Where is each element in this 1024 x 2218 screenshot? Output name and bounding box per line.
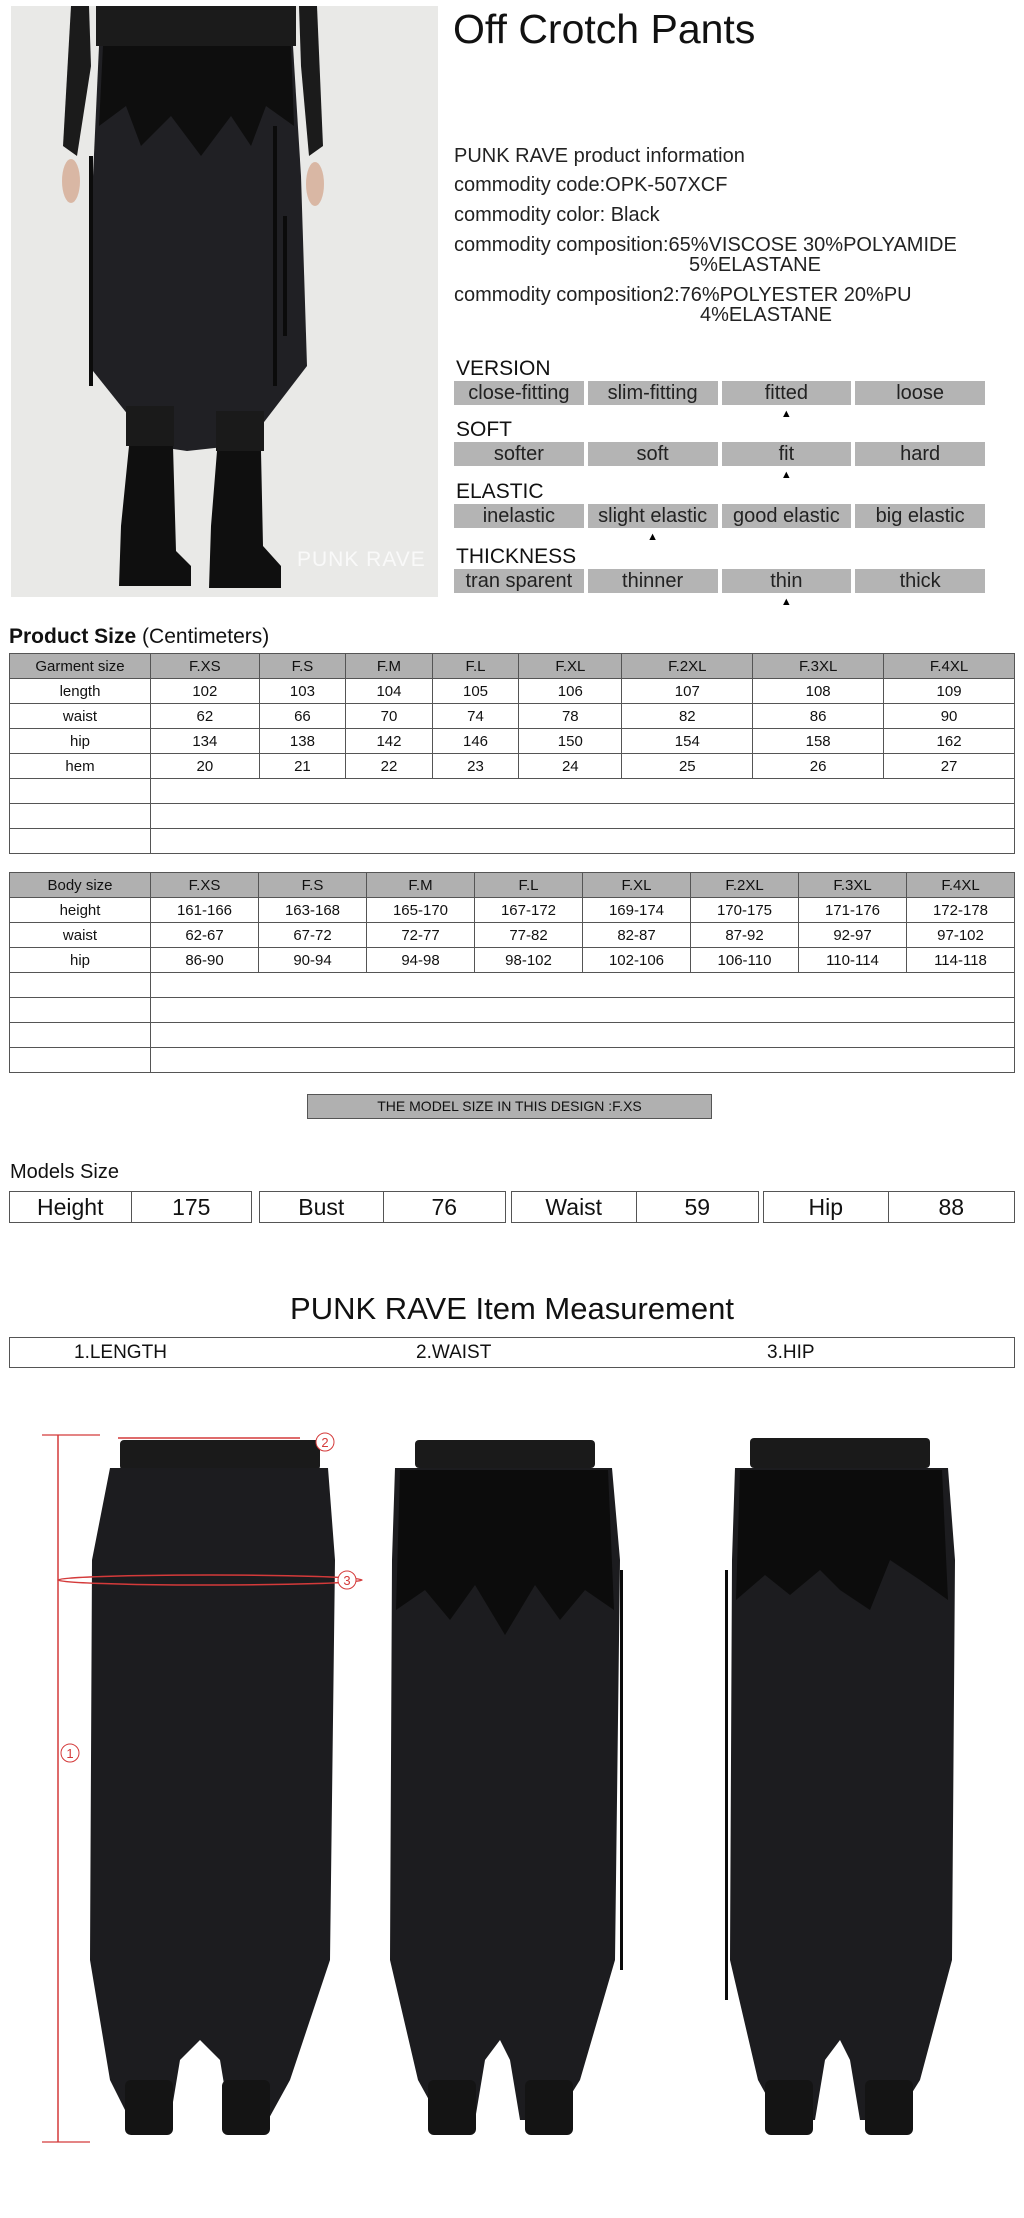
table-cell: 103 xyxy=(259,679,346,704)
header-cell: F.XS xyxy=(151,654,260,679)
empty-cell xyxy=(10,1048,151,1073)
commodity-color xyxy=(454,204,660,227)
empty-cell xyxy=(10,779,151,804)
empty-cell xyxy=(151,779,1015,804)
table-cell: 170-175 xyxy=(691,898,799,923)
brand-line: PUNK RAVE product information xyxy=(454,145,745,167)
row-label: height xyxy=(10,898,151,923)
attr-option xyxy=(855,381,985,405)
header-cell: F.XL xyxy=(519,654,622,679)
model-waist-label: Waist xyxy=(512,1192,637,1222)
table-cell: 72-77 xyxy=(367,923,475,948)
attr-soft-bar xyxy=(454,442,985,481)
attr-version-bar xyxy=(454,381,985,420)
table-cell: 102 xyxy=(151,679,260,704)
empty-row xyxy=(10,1048,1015,1073)
attr-soft-label: SOFT xyxy=(456,418,512,441)
table-cell: 70 xyxy=(346,704,433,729)
attr-option-label: loose xyxy=(896,382,945,404)
table-header-row xyxy=(10,873,1015,898)
row-label: length xyxy=(10,679,151,704)
table-cell: 90-94 xyxy=(259,948,367,973)
model-height-label: Height xyxy=(10,1192,132,1222)
table-cell: 108 xyxy=(753,679,884,704)
header-cell: F.3XL xyxy=(799,873,907,898)
table-cell: 138 xyxy=(259,729,346,754)
table-cell: 98-102 xyxy=(475,948,583,973)
table-cell: 167-172 xyxy=(475,898,583,923)
empty-row xyxy=(10,998,1015,1023)
table-cell: 67-72 xyxy=(259,923,367,948)
table-row xyxy=(10,679,1015,704)
attr-option-label: soft xyxy=(636,443,669,465)
header-cell: F.S xyxy=(259,654,346,679)
table-row xyxy=(10,898,1015,923)
row-label: hem xyxy=(10,754,151,779)
attr-option-label: fitted xyxy=(764,382,809,404)
empty-cell xyxy=(151,804,1015,829)
table-cell: 77-82 xyxy=(475,923,583,948)
model-hip-value: 88 xyxy=(938,1194,965,1220)
attr-option xyxy=(855,442,985,466)
attr-option-label: close-fitting xyxy=(468,382,570,404)
model-bust xyxy=(259,1191,506,1223)
selected-marker-icon: ▲ xyxy=(780,596,792,608)
header-cell: F.M xyxy=(346,654,433,679)
table-row xyxy=(10,948,1015,973)
product-title: Off Crotch Pants xyxy=(453,6,756,52)
legend-waist: 2.WAIST xyxy=(416,1342,492,1363)
marker-2: 2 xyxy=(321,1435,329,1450)
watermark: PUNK RAVE xyxy=(297,548,426,571)
table-cell: 82 xyxy=(622,704,753,729)
empty-cell xyxy=(151,998,1015,1023)
header-cell: F.S xyxy=(259,873,367,898)
table-cell: 25 xyxy=(622,754,753,779)
attr-option-label: softer xyxy=(493,443,544,465)
model-size-note: THE MODEL SIZE IN THIS DESIGN :F.XS xyxy=(307,1094,712,1119)
empty-cell xyxy=(151,973,1015,998)
header-cell: F.L xyxy=(432,654,519,679)
model-hip xyxy=(763,1191,1015,1223)
selected-marker-icon: ▲ xyxy=(780,408,792,420)
table-cell: 78 xyxy=(519,704,622,729)
attr-thickness-bar xyxy=(454,569,985,608)
attr-option-label: good elastic xyxy=(733,505,840,527)
attr-option-label: inelastic xyxy=(482,505,555,527)
empty-cell xyxy=(10,829,151,854)
legend-hip: 3.HIP xyxy=(767,1342,815,1363)
selected-marker-icon: ▲ xyxy=(647,531,659,543)
table-cell: 22 xyxy=(346,754,433,779)
table-cell: 161-166 xyxy=(151,898,259,923)
attr-option xyxy=(588,381,718,405)
empty-row xyxy=(10,1023,1015,1048)
attr-option xyxy=(454,442,584,466)
attr-option xyxy=(588,569,718,593)
attr-option-label: tran sparent xyxy=(465,570,573,592)
table-cell: 109 xyxy=(884,679,1015,704)
table-cell: 154 xyxy=(622,729,753,754)
composition2-line-1: 76%POLYESTER 20%PU xyxy=(679,284,912,306)
table-cell: 102-106 xyxy=(583,948,691,973)
measurement-diagram xyxy=(30,1420,1010,2180)
legend-length: 1.LENGTH xyxy=(74,1342,167,1363)
attr-option-label: hard xyxy=(900,443,941,465)
table-cell: 21 xyxy=(259,754,346,779)
model-hip-label: Hip xyxy=(764,1192,889,1222)
table-row xyxy=(10,923,1015,948)
table-cell: 23 xyxy=(432,754,519,779)
table-cell: 172-178 xyxy=(907,898,1015,923)
table-cell: 114-118 xyxy=(907,948,1015,973)
table-cell: 163-168 xyxy=(259,898,367,923)
model-height-value: 175 xyxy=(172,1194,211,1220)
table-cell: 87-92 xyxy=(691,923,799,948)
table-cell: 106 xyxy=(519,679,622,704)
header-cell: Garment size xyxy=(10,654,151,679)
model-waist-value: 59 xyxy=(684,1194,711,1220)
row-label: waist xyxy=(10,923,151,948)
table-cell: 66 xyxy=(259,704,346,729)
table-cell: 20 xyxy=(151,754,260,779)
model-waist xyxy=(511,1191,759,1223)
table-cell: 146 xyxy=(432,729,519,754)
row-label: hip xyxy=(10,729,151,754)
header-cell: F.2XL xyxy=(691,873,799,898)
attr-option xyxy=(722,442,852,481)
attr-option xyxy=(855,569,985,593)
empty-cell xyxy=(10,804,151,829)
empty-cell xyxy=(10,998,151,1023)
table-cell: 27 xyxy=(884,754,1015,779)
composition-line-1: 65%VISCOSE 30%POLYAMIDE xyxy=(668,234,957,256)
header-cell: F.XS xyxy=(151,873,259,898)
empty-cell xyxy=(10,973,151,998)
attr-option xyxy=(454,381,584,405)
table-cell: 171-176 xyxy=(799,898,907,923)
marker-3: 3 xyxy=(343,1573,351,1588)
table-cell: 134 xyxy=(151,729,260,754)
attr-option-label: slight elastic xyxy=(598,505,708,527)
empty-row xyxy=(10,779,1015,804)
empty-cell xyxy=(151,829,1015,854)
marker-1: 1 xyxy=(66,1746,74,1761)
empty-cell xyxy=(151,1048,1015,1073)
attr-version-label: VERSION xyxy=(456,357,551,380)
empty-row xyxy=(10,973,1015,998)
table-cell: 165-170 xyxy=(367,898,475,923)
product-size-unit: (Centimeters) xyxy=(142,625,270,648)
body-size-table xyxy=(9,872,1015,1073)
table-row xyxy=(10,754,1015,779)
table-cell: 74 xyxy=(432,704,519,729)
attr-option xyxy=(722,381,852,420)
header-cell: F.4XL xyxy=(907,873,1015,898)
commodity-composition-2 xyxy=(454,284,912,307)
table-row xyxy=(10,704,1015,729)
measurement-legend xyxy=(9,1337,1015,1368)
models-size-title: Models Size xyxy=(10,1161,119,1183)
header-cell: F.3XL xyxy=(753,654,884,679)
attr-option-label: thin xyxy=(770,570,803,592)
table-cell: 92-97 xyxy=(799,923,907,948)
attr-option-label: fit xyxy=(778,443,795,465)
table-cell: 62-67 xyxy=(151,923,259,948)
table-cell: 90 xyxy=(884,704,1015,729)
table-cell: 107 xyxy=(622,679,753,704)
empty-cell xyxy=(151,1023,1015,1048)
attr-option xyxy=(454,569,584,593)
attr-option-label: thinner xyxy=(622,570,684,592)
attr-option xyxy=(588,504,718,543)
attr-option xyxy=(454,504,584,528)
attr-elastic-bar xyxy=(454,504,985,543)
attr-option-label: thick xyxy=(899,570,941,592)
header-cell: F.M xyxy=(367,873,475,898)
composition-label: commodity composition: xyxy=(454,234,669,256)
table-cell: 105 xyxy=(432,679,519,704)
header-cell: Body size xyxy=(10,873,151,898)
front-yoke-view-pants xyxy=(390,1440,623,2135)
model-height xyxy=(9,1191,252,1223)
header-cell: F.4XL xyxy=(884,654,1015,679)
table-cell: 142 xyxy=(346,729,433,754)
attr-option-label: big elastic xyxy=(875,505,965,527)
composition2-line-2: 4%ELASTANE xyxy=(700,304,832,326)
table-cell: 110-114 xyxy=(799,948,907,973)
front-view-pants xyxy=(90,1440,335,2135)
model-illustration xyxy=(11,6,438,597)
product-size-heading: Product Size xyxy=(9,625,137,648)
table-cell: 106-110 xyxy=(691,948,799,973)
table-cell: 158 xyxy=(753,729,884,754)
header-cell: F.XL xyxy=(583,873,691,898)
empty-cell xyxy=(10,1023,151,1048)
table-cell: 24 xyxy=(519,754,622,779)
table-cell: 162 xyxy=(884,729,1015,754)
row-label: hip xyxy=(10,948,151,973)
table-cell: 26 xyxy=(753,754,884,779)
table-cell: 150 xyxy=(519,729,622,754)
table-cell: 169-174 xyxy=(583,898,691,923)
table-cell: 86-90 xyxy=(151,948,259,973)
row-label: waist xyxy=(10,704,151,729)
empty-row xyxy=(10,804,1015,829)
composition2-label: commodity composition2: xyxy=(454,284,680,306)
selected-marker-icon: ▲ xyxy=(780,469,792,481)
table-header-row xyxy=(10,654,1015,679)
table-cell: 94-98 xyxy=(367,948,475,973)
attr-elastic-label: ELASTIC xyxy=(456,480,544,503)
back-view-pants xyxy=(725,1438,955,2135)
header-cell: F.2XL xyxy=(622,654,753,679)
table-cell: 62 xyxy=(151,704,260,729)
product-photo xyxy=(11,6,438,597)
empty-row xyxy=(10,829,1015,854)
commodity-code xyxy=(454,174,727,197)
attr-option xyxy=(588,442,718,466)
measurement-title: PUNK RAVE Item Measurement xyxy=(290,1291,734,1326)
composition-line-2: 5%ELASTANE xyxy=(689,254,821,276)
product-size-title xyxy=(9,625,269,649)
color-label: commodity color: xyxy=(454,204,606,226)
attr-option-label: slim-fitting xyxy=(607,382,698,404)
attr-option xyxy=(722,569,852,608)
table-cell: 82-87 xyxy=(583,923,691,948)
attr-option xyxy=(855,504,985,528)
garment-size-table xyxy=(9,653,1015,854)
model-bust-label: Bust xyxy=(260,1192,384,1222)
header-cell: F.L xyxy=(475,873,583,898)
code-label: commodity code: xyxy=(454,174,606,196)
color-value: Black xyxy=(610,204,660,226)
attr-thickness-label: THICKNESS xyxy=(456,545,577,568)
model-bust-value: 76 xyxy=(431,1194,458,1220)
table-cell: 104 xyxy=(346,679,433,704)
code-value: OPK-507XCF xyxy=(605,174,728,196)
attr-option xyxy=(722,504,852,528)
table-cell: 97-102 xyxy=(907,923,1015,948)
table-cell: 86 xyxy=(753,704,884,729)
table-row xyxy=(10,729,1015,754)
